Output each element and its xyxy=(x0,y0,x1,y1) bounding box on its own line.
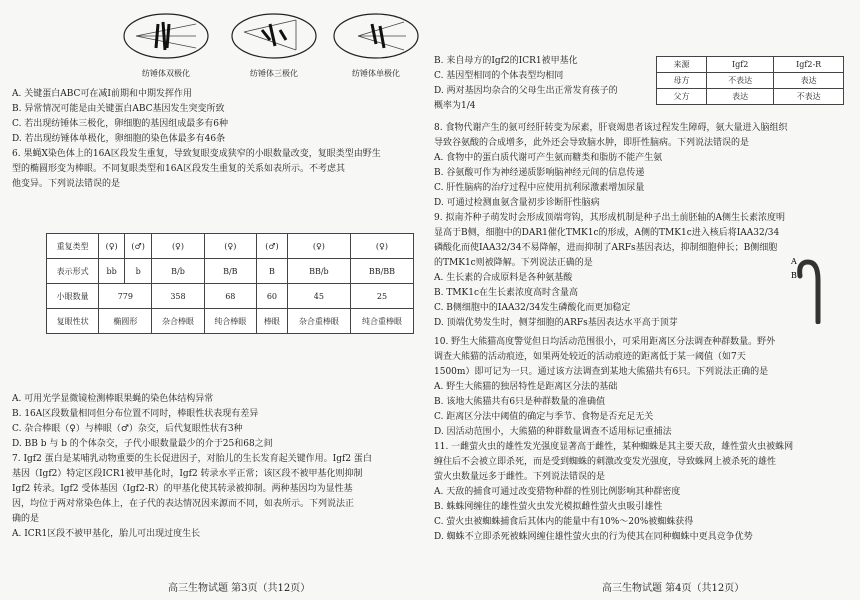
right-text-line: B. 来自母方的Igf2的ICR1被甲基化 xyxy=(434,56,578,66)
right-text-line: D. 蜘蛛不立即杀死被蛛网缠住雄性萤火虫的行为使其在同种蜘蛛中更具竞争优势 xyxy=(434,532,753,542)
table-cell: bb xyxy=(99,259,125,284)
right-text-line: C. 基因型相同的个体表型均相同 xyxy=(434,71,564,81)
expression-table xyxy=(656,56,844,105)
diagram-caption: 纺锤体三极化 xyxy=(250,69,298,78)
left-text-line: 他变异。下列说法错误的是 xyxy=(12,179,121,189)
left-text-line: B. 异常情况可能是由关键蛋白ABC基因发生突变所致 xyxy=(12,104,225,114)
left-text-line: 6. 果蝇X染色体上的16A区段发生重复，导致复眼变成狭窄的小眼数量改变，复眼类型由野生 xyxy=(12,149,381,159)
right-text-line: 1500m）即可记为一只。通过该方法调查到某地大熊猫共有6只。下列说法正确的是 xyxy=(434,367,769,377)
table-cell: B/b xyxy=(152,259,204,284)
table-cell: 不表达 xyxy=(706,73,773,89)
table-cell: (♀) xyxy=(204,234,256,259)
table-cell: (♀) xyxy=(152,234,204,259)
table-cell: (♂) xyxy=(124,234,151,259)
right-text-line: C. 肝性脑病的治疗过程中应使用抗利尿激素增加尿量 xyxy=(434,183,645,193)
table-cell: 表达 xyxy=(774,73,844,89)
table-cell: B xyxy=(256,259,287,284)
right-text-line: B. 该地大熊猫共有6只是种群数量的准确值 xyxy=(434,397,606,407)
plant-stem-figure xyxy=(790,254,830,324)
stem-label-a: A xyxy=(791,257,797,266)
table-row-head: 复眼性状 xyxy=(47,309,99,334)
footer-left: 高三生物试题 第3页（共12页） xyxy=(168,583,311,594)
right-text-line: D. 两对基因均杂合的父母生出正常发育孩子的 xyxy=(434,86,618,96)
right-text-line: 导致谷氨酸的合成增多，此外还会导致脑水肿，即肝性脑病。下列说法错误的是 xyxy=(434,138,750,148)
table-row xyxy=(657,57,844,73)
left-text-line: 因，均位于两对常染色体上，在子代的表达情况因来源而不同，如表所示。下列说法正 xyxy=(12,499,355,509)
right-text-line: C. B侧细胞中的IAA32/34发生磷酸化而更加稳定 xyxy=(434,303,631,313)
table-head: 来源 xyxy=(657,57,707,73)
right-page xyxy=(434,0,850,600)
right-text-line: 磷酸化而使IAA32/34不易降解，进而抑制了ARFs基因表达，抑制细胞伸长；B侧细胞 xyxy=(434,243,778,253)
left-text-line: D. 若出现纺锤体单极化，卵细胞的染色体最多有46条 xyxy=(12,134,226,144)
table-cell: 椭圆形 xyxy=(99,309,152,334)
left-text-line: A. 可用光学显微镜检测棒眼果蝇的染色体结构异常 xyxy=(12,394,214,404)
right-text-line: 调查大熊猫的活动痕迹，如果两处较近的活动痕迹的距离低于某一阈值（如7天 xyxy=(434,352,746,362)
table-cell: 纯合棒眼 xyxy=(204,309,256,334)
right-text-line: A. 生长素的合成原料是各种氨基酸 xyxy=(434,273,573,283)
left-text-line: 确的是 xyxy=(12,514,40,524)
left-text-line: A. ICR1区段不被甲基化，胎儿可出现过度生长 xyxy=(12,529,201,539)
fly-table xyxy=(46,233,414,334)
right-text-line: D. 因活动范围小，大熊猫的种群数量调查不适用标记重捕法 xyxy=(434,427,672,437)
right-text-line: B. 蛛蛛网缠住的雄性萤火虫发光模拟雌性萤火虫吸引雄性 xyxy=(434,502,663,512)
table-cell: (♂) xyxy=(256,234,287,259)
table-cell: 779 xyxy=(99,284,152,309)
right-text-line: A. 食物中的蛋白质代谢可产生氨而糖类和脂肪不能产生氨 xyxy=(434,153,663,163)
table-cell: 60 xyxy=(256,284,287,309)
table-row-head: 表示形式 xyxy=(47,259,99,284)
table-head: Igf2 xyxy=(706,57,773,73)
table-row xyxy=(47,284,414,309)
right-text-line: C. 距离区分法中阈值的确定与季节、食物是否充足无关 xyxy=(434,412,654,422)
table-cell: 纯合重棒眼 xyxy=(350,309,413,334)
right-text-line: 11. 一雌萤火虫的雄性发光强度显著高于雌性，某种蜘蛛是其主要天敌，雄性萤火虫被蛛网 xyxy=(434,442,794,452)
right-text-line: 10. 野生大熊猫高度警觉但日均活动范围很小，可采用距离区分法调查种群数量。野外 xyxy=(434,337,776,347)
table-cell: BB/b xyxy=(287,259,350,284)
left-text-line: B. 16A区段数量相同但分布位置不同时，棒眼性状表现有差异 xyxy=(12,409,259,419)
table-cell: 杂合棒眼 xyxy=(152,309,204,334)
table-cell: 358 xyxy=(152,284,204,309)
diagram-caption: 纺锤体双极化 xyxy=(142,69,190,78)
table-cell: 母方 xyxy=(657,73,707,89)
right-text-line: B. TMK1c在生长素浓度高时含量高 xyxy=(434,288,579,298)
left-page xyxy=(12,0,428,600)
table-row xyxy=(657,73,844,89)
left-text-line: 基因（Igf2）特定区段ICR1被甲基化时，Igf2 转录水平正常；该区段不被甲基化则抑制 xyxy=(12,469,363,479)
diagram-bipolar xyxy=(106,6,226,84)
stem-label-b: B xyxy=(791,271,797,280)
left-text-line: C. 若出现纺锤体三极化，卵细胞的基因组成最多有6种 xyxy=(12,119,229,129)
table-cell: 不表达 xyxy=(774,89,844,105)
table-row xyxy=(47,309,414,334)
right-text-line: B. 谷氨酸可作为神经递质影响脑神经元间的信息传递 xyxy=(434,168,645,178)
right-text-line: 8. 食物代谢产生的氨可经肝转变为尿素，肝衰竭患者该过程发生障碍，氨大量进入脑组织 xyxy=(434,123,788,133)
right-text-line: D. 顶端优势发生时，侧芽细胞的ARFs基因表达水平高于顶芽 xyxy=(434,318,678,328)
right-text-line: 的TMK1c则被降解。下列说法正确的是 xyxy=(434,258,593,268)
spindle-bipolar-figure xyxy=(106,6,226,66)
table-cell: (♀) xyxy=(287,234,350,259)
table-row-head: 小眼数量 xyxy=(47,284,99,309)
table-cell: 表达 xyxy=(706,89,773,105)
table-cell: BB/BB xyxy=(350,259,413,284)
table-row xyxy=(47,259,414,284)
left-text-line: 型的椭圆形变为棒眼。不同复眼类型和16A区段发生重复的关系如表所示。不考虑其 xyxy=(12,164,345,174)
right-text-line: A. 天敌的捕食可通过改变猎物种群的性别比例影响其种群密度 xyxy=(434,487,681,497)
spindle-unipolar-figure xyxy=(316,6,436,66)
table-cell: b xyxy=(124,259,151,284)
table-row-head: 重复类型 xyxy=(47,234,99,259)
right-text-line: 显高于B侧，细胞中的DAR1催化TMK1c的形成，A侧的TMK1c进入核后将IAA32/34 xyxy=(434,228,780,238)
right-text-line: 缠住后不会被立即杀死，而是受到蜘蛛的刺激改变发光强度，导致蛛网上被杀死的雄性 xyxy=(434,457,777,467)
table-cell: 25 xyxy=(350,284,413,309)
diagram-unipolar xyxy=(316,6,436,84)
left-text-line: Igf2 转录。Igf2 受体基因（Igf2-R）的甲基化使其转录被抑制。两种基因均为显性基 xyxy=(12,484,353,494)
table-row xyxy=(47,234,414,259)
diagram-caption: 纺锤体单极化 xyxy=(352,69,400,78)
right-text-line: C. 萤火虫被蜘蛛捕食后其体内的能量中有10%～20%被蜘蛛获得 xyxy=(434,517,694,527)
table-cell: 父方 xyxy=(657,89,707,105)
left-text-line: D. BB b 与 b 的个体杂交，子代小眼数量最少的介于25和68之间 xyxy=(12,439,273,449)
right-text-line: 9. 拟南芥种子萌发时会形成顶端弯钩，其形成机制是种子出土前胚轴的A侧生长素浓度明 xyxy=(434,213,785,223)
table-cell: 棒眼 xyxy=(256,309,287,334)
right-text-line: A. 野生大熊猫的独居特性是距离区分法的基础 xyxy=(434,382,618,392)
right-text-line: D. 可通过检测血氨含量初步诊断肝性脑病 xyxy=(434,198,600,208)
table-cell: 68 xyxy=(204,284,256,309)
left-text-line: C. 杂合棒眼（♀）与棒眼（♂）杂交，后代复眼性状有3种 xyxy=(12,424,243,434)
right-text-line: 萤火虫数量远多于雌性。下列说法错误的是 xyxy=(434,472,606,482)
table-cell: B/B xyxy=(204,259,256,284)
left-text-line: A. 关键蛋白ABC可在减Ⅰ前期和中期发挥作用 xyxy=(12,89,192,99)
footer-right: 高三生物试题 第4页（共12页） xyxy=(602,583,745,594)
right-text-line: 概率为1/4 xyxy=(434,101,476,111)
table-head: Igf2-R xyxy=(774,57,844,73)
table-cell: (♀) xyxy=(350,234,413,259)
table-row xyxy=(657,89,844,105)
table-cell: 杂合重棒眼 xyxy=(287,309,350,334)
table-cell: (♀) xyxy=(99,234,125,259)
left-text-line: 7. Igf2 蛋白是某哺乳动物重要的生长促进因子，对胎儿的生长发育起关键作用。Igf2 蛋白 xyxy=(12,454,372,464)
table-cell: 45 xyxy=(287,284,350,309)
